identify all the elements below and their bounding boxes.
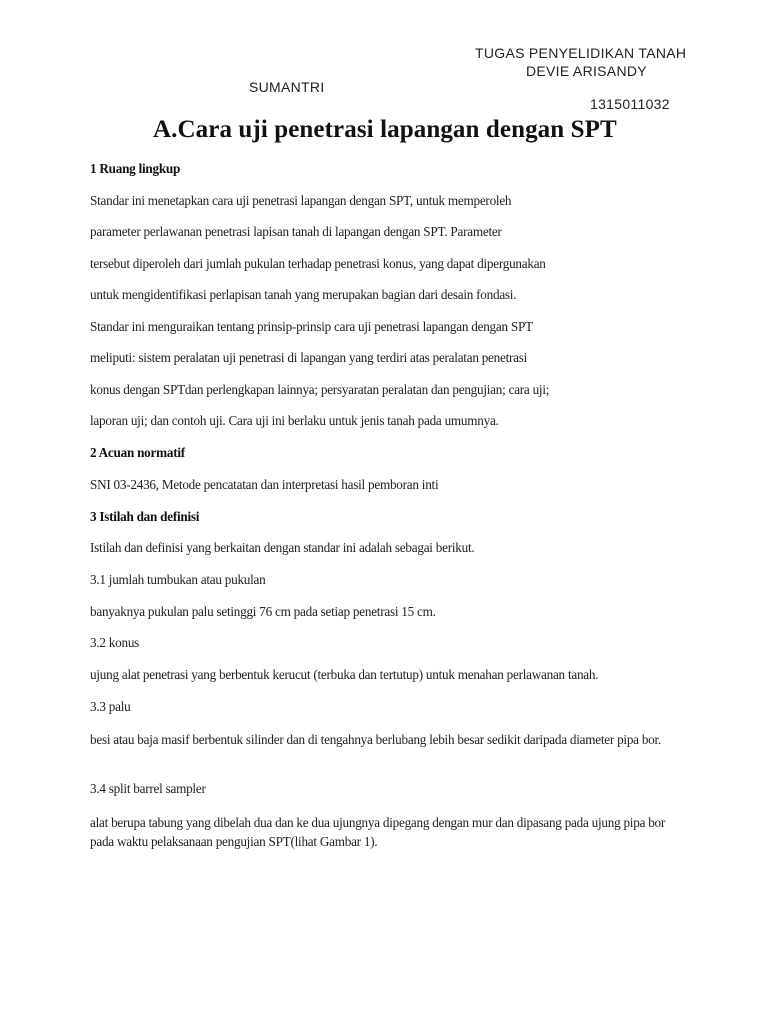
section-2-text: SNI 03-2436, Metode pencatatan dan interpretasi hasil pemboran inti [90,477,439,492]
definition-term: 3.2 konus [90,635,140,650]
student-name-continued: SUMANTRI [249,79,325,95]
student-id: 1315011032 [590,96,670,112]
section-1-line: untuk mengidentifikasi perlapisan tanah yang merupakan bagian dari desain fondasi. [90,287,517,302]
document-title: A.Cara uji penetrasi lapangan dengan SPT [153,116,617,143]
definition-term: 3.1 jumlah tumbukan atau pukulan [90,572,266,587]
definition-term: 3.3 palu [90,699,131,714]
section-1-line: Standar ini menetapkan cara uji penetrasi lapangan dengan SPT, untuk memperoleh [90,193,512,208]
section-1-line: laporan uji; dan contoh uji. Cara uji ini berlaku untuk jenis tanah pada umumnya. [90,413,499,428]
section-1-line: meliputi: sistem peralatan uji penetrasi di lapangan yang terdiri atas peralatan penetrasi [90,350,528,365]
section-1-line: konus dengan SPTdan perlengkapan lainnya; persyaratan peralatan dan pengujian; cara uji; [90,382,550,397]
section-1-line: tersebut diperoleh dari jumlah pukulan terhadap penetrasi konus, yang dapat dipergunakan [90,256,546,271]
course-title: TUGAS PENYELIDIKAN TANAH [475,45,687,61]
section-2-heading: 2 Acuan normatif [90,445,185,460]
definition-term: 3.4 split barrel sampler [90,781,206,796]
section-1-line: Standar ini menguraikan tentang prinsip-prinsip cara uji penetrasi lapangan dengan SPT [90,319,533,334]
section-1-line: parameter perlawanan penetrasi lapisan tanah di lapangan dengan SPT. Parameter [90,224,502,239]
student-name: DEVIE ARISANDY [526,63,647,79]
definition-text: alat berupa tabung yang dibelah dua dan ke dua ujungnya dipegang dengan mur dan dipasang pada ujung pipa bor pada waktu pelaksanaan pengujian SPT(lihat Gambar 1). [90,815,666,849]
section-3-intro: Istilah dan definisi yang berkaitan dengan standar ini adalah sebagai berikut. [90,540,475,555]
definition-text: banyaknya pukulan palu setinggi 76 cm pada setiap penetrasi 15 cm. [90,604,436,619]
definition-text: besi atau baja masif berbentuk silinder dan di tengahnya berlubang lebih besar sedikit daripada diameter pipa bor. [90,732,661,747]
definition-text: ujung alat penetrasi yang berbentuk kerucut (terbuka dan tertutup) untuk menahan perlawanan tanah. [90,667,599,682]
section-3-heading: 3 Istilah dan definisi [90,509,200,524]
section-1-heading: 1 Ruang lingkup [90,161,181,176]
